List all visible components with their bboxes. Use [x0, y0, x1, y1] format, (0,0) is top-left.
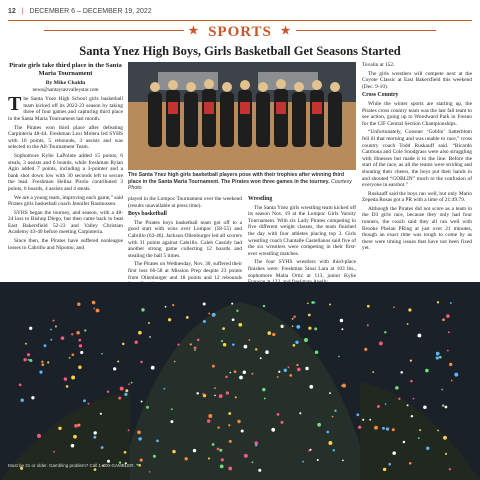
light-bulb	[241, 430, 244, 433]
paragraph: “Unfortunately, Coosner ‘Goblin’ Satterblom fell ill that morning and was unable to race,” cross country coach Todd Ruskauff said. “Ricardo Carmona and Cole Snodgrass were also struggling with illnesses but made it to the line. Before the start of the race, as all the teams were striding and shouting their cheers, the boys put their hands in and shouted “GOBLIN” much to the confusion of everyone in earshot.”	[362, 129, 472, 189]
light-bulb	[171, 408, 173, 410]
light-bulb	[369, 419, 371, 421]
light-bulb	[135, 341, 138, 344]
light-bulb	[212, 365, 215, 368]
light-bulb	[71, 353, 74, 356]
light-bulb	[443, 436, 447, 440]
light-bulb	[277, 413, 280, 416]
light-bulb	[100, 413, 102, 415]
light-bulb	[311, 301, 314, 304]
star-icon: ★	[188, 25, 200, 37]
light-bulb	[113, 367, 116, 370]
light-bulb	[229, 372, 231, 374]
light-bulb	[264, 397, 266, 399]
caption-text: The Santa Ynez high girls basketball players pose with their trophies after winning third place in the Santa Maria Tournament. The Pirates won three games in the tourney.	[128, 172, 345, 185]
light-bulb	[329, 304, 331, 306]
light-bulb	[262, 388, 265, 391]
light-bulb	[315, 351, 319, 355]
light-bulb	[194, 349, 196, 351]
light-bulb	[384, 331, 386, 333]
light-bulb	[332, 416, 334, 418]
paragraph: The Santa Ynez girls wrestling team kicked off its season Nov. 19 at the Lompoc Girls Varsity Tournament. With six Lady Pirates competing in five different weight classes, the team finished the day with four athletes placing top 3. Girls wrestling coach Chantalle Castellanos said five of the six wrestlers were competing in their first-ever wrestling matches.	[248, 204, 356, 257]
light-bulb	[426, 447, 429, 450]
light-bulb	[170, 420, 173, 423]
light-bulb	[122, 343, 125, 346]
light-bulb	[194, 346, 197, 349]
headline: Santa Ynez High Boys, Girls Basketball Get Seasons Started	[79, 44, 401, 58]
light-bulb	[260, 357, 262, 359]
paragraph: The Pirates boys basketball team got off to a good start with wins over Lompoc (58-55) and Cabrillo (63-46). Jackson Ollenburger led all scorers with 31 points against Cabrillo. Caleb Cassidy had another strong game collecting 12 boards and stealing the ball 5 times.	[128, 219, 242, 259]
light-bulb	[124, 393, 127, 396]
light-bulb	[289, 374, 292, 377]
light-bulb	[220, 465, 224, 469]
light-bulb	[342, 384, 346, 388]
light-bulb	[419, 429, 421, 431]
light-bulb	[411, 415, 413, 417]
light-bulb	[307, 302, 309, 304]
light-bulb	[235, 396, 237, 398]
light-bulb	[141, 308, 144, 311]
light-bulb	[392, 451, 396, 455]
light-bulb	[451, 380, 453, 382]
light-bulb	[407, 323, 409, 325]
light-bulb	[229, 440, 232, 443]
light-bulb	[221, 340, 223, 342]
light-bulb	[73, 435, 77, 439]
team-photo	[128, 62, 356, 170]
article-column-1	[8, 62, 123, 253]
light-bulb	[400, 371, 403, 374]
light-bulb	[41, 363, 44, 366]
light-bulb	[263, 305, 265, 307]
paragraph: Tovalin at 152.	[362, 62, 395, 68]
light-bulb	[398, 398, 400, 400]
light-bulb	[223, 343, 226, 346]
light-bulb	[267, 331, 271, 335]
light-bulb	[138, 464, 141, 467]
light-bulb	[308, 450, 310, 452]
light-bulb	[93, 431, 96, 434]
light-bulb	[193, 449, 196, 452]
light-bulb	[140, 459, 143, 462]
light-bulb	[77, 424, 80, 427]
light-bulb	[177, 344, 179, 346]
light-bulb	[228, 412, 231, 415]
light-bulb	[125, 389, 128, 392]
light-bulb	[377, 405, 380, 408]
light-bulb	[297, 368, 301, 372]
light-bulb	[52, 320, 54, 322]
holiday-lights-photo	[0, 282, 480, 480]
light-bulb	[141, 401, 143, 403]
light-bulb	[364, 348, 367, 351]
light-bulb	[445, 453, 447, 455]
photo-credit: Courtesy Photo	[128, 178, 352, 191]
subhead: Pirate girls take third place in the Santa Maria Tournament	[9, 62, 122, 77]
light-bulb	[454, 373, 458, 377]
light-bulb	[244, 345, 248, 349]
light-bulb	[362, 419, 364, 421]
light-bulb	[328, 441, 332, 445]
light-bulb	[131, 382, 133, 384]
light-bulb	[222, 327, 225, 330]
light-bulb	[29, 327, 32, 330]
light-bulb	[221, 458, 224, 461]
light-bulb	[442, 404, 444, 406]
light-bulb	[293, 344, 296, 347]
light-bulb	[308, 314, 311, 317]
light-bulb	[293, 315, 296, 318]
light-bulb	[96, 309, 100, 313]
section-banner	[0, 24, 480, 41]
light-bulb	[386, 427, 389, 430]
light-bulb	[87, 403, 89, 405]
light-bulb	[55, 326, 57, 328]
light-bulb	[408, 308, 411, 311]
light-bulb	[186, 316, 189, 319]
light-bulb	[395, 386, 399, 390]
light-bulb	[392, 428, 395, 431]
light-bulb	[71, 444, 75, 448]
light-bulb	[50, 329, 52, 331]
light-bulb	[445, 406, 448, 409]
light-bulb	[74, 424, 78, 428]
light-bulb	[117, 360, 119, 362]
light-bulb	[439, 356, 442, 359]
light-bulb	[450, 302, 452, 304]
paragraph: Ruskauff said the boys ran well, but only Mario Zepeda Rosas got a PR with a time of 21:49.79.	[362, 190, 472, 204]
light-bulb	[382, 427, 385, 430]
light-bulb	[272, 333, 275, 336]
mini-heading: Boys basketball	[128, 211, 167, 218]
light-bulb	[163, 388, 165, 390]
light-bulb	[214, 387, 216, 389]
light-bulb	[208, 414, 212, 418]
light-bulb	[84, 329, 86, 331]
light-bulb	[423, 406, 427, 410]
light-bulb	[341, 328, 343, 330]
light-bulb	[71, 376, 75, 380]
light-bulb	[243, 371, 247, 375]
light-bulb	[140, 361, 142, 363]
light-bulb	[271, 428, 275, 432]
light-bulb	[447, 350, 449, 352]
paragraph: he Santa Ynez High School girls basketball team kicked off its 2022-23 season by taking three of four games and capturing third place in the Santa Maria Tournament last month.	[8, 96, 123, 122]
light-bulb	[50, 339, 52, 341]
light-bulb	[39, 370, 42, 373]
light-bulb	[234, 370, 237, 373]
light-bulb	[374, 426, 378, 430]
light-bulb	[258, 469, 261, 472]
light-bulb	[53, 451, 55, 453]
light-bulb	[232, 343, 235, 346]
light-bulb	[190, 343, 192, 345]
light-bulb	[280, 325, 283, 328]
light-bulb	[37, 434, 41, 438]
light-bulb	[156, 440, 159, 443]
light-bulb	[284, 369, 287, 372]
light-bulb	[225, 376, 228, 379]
header-rule	[8, 20, 472, 21]
light-bulb	[128, 383, 130, 385]
light-bulb	[93, 436, 96, 439]
disclaimer-strip: Must be 21 or older. Gambling problem? Call 1-800-GAMBLER.	[8, 463, 135, 468]
light-bulb	[228, 467, 232, 471]
light-bulb	[410, 380, 412, 382]
light-bulb	[118, 397, 121, 400]
light-bulb	[202, 393, 204, 395]
light-bulb	[409, 462, 412, 465]
light-bulb	[203, 303, 206, 306]
paragraph: The girls wrestlers will compete next at the Coyote Classic at East Bakersfield this weekend (Dec. 9-10).	[362, 70, 472, 90]
light-bulb	[314, 327, 317, 330]
light-bulb	[120, 387, 124, 391]
light-bulb	[317, 423, 321, 427]
light-bulb	[302, 461, 304, 463]
light-bulb	[69, 357, 71, 359]
light-bulb	[237, 420, 240, 423]
light-bulb	[449, 363, 452, 366]
light-bulb	[212, 313, 216, 317]
author-email[interactable]: news@santaynezvalleystar.com	[32, 86, 99, 93]
light-bulb	[358, 426, 361, 429]
light-bulb	[403, 441, 406, 444]
light-bulb	[393, 306, 395, 308]
light-bulb	[437, 430, 439, 432]
light-bulb	[137, 430, 141, 434]
light-bulb	[153, 455, 156, 458]
light-bulb	[29, 359, 32, 362]
light-bulb	[28, 359, 30, 361]
light-bulb	[372, 371, 374, 373]
light-bulb	[78, 365, 82, 369]
light-bulb	[196, 392, 198, 394]
light-bulb	[149, 336, 151, 338]
light-bulb	[417, 334, 421, 338]
light-bulb	[342, 460, 344, 462]
light-bulb	[296, 325, 300, 329]
light-bulb	[446, 314, 450, 318]
mini-heading: Cross Country	[362, 92, 399, 99]
light-bulb	[208, 458, 210, 460]
light-bulb	[20, 398, 23, 401]
light-bulb	[299, 412, 301, 414]
star-icon: ★	[280, 25, 292, 37]
light-bulb	[295, 341, 298, 344]
light-bulb	[277, 376, 279, 378]
light-bulb	[172, 304, 174, 306]
light-bulb	[138, 331, 142, 335]
light-bulb	[265, 350, 269, 354]
light-bulb	[165, 306, 167, 308]
mini-heading: Wrestling	[248, 196, 273, 202]
light-bulb	[232, 318, 235, 321]
light-bulb	[437, 301, 439, 303]
light-bulb	[146, 406, 149, 409]
light-bulb	[185, 457, 188, 460]
section-title: SPORTS	[208, 24, 272, 40]
light-bulb	[317, 459, 319, 461]
light-bulb	[251, 461, 253, 463]
light-bulb	[61, 336, 65, 340]
light-bulb	[442, 318, 445, 321]
light-bulb	[217, 426, 219, 428]
light-bulb	[219, 449, 222, 452]
issue-dates: DECEMBER 6 – DECEMBER 19, 2022	[29, 8, 152, 15]
light-bulb	[231, 303, 233, 305]
light-bulb	[388, 463, 391, 466]
light-bulb	[78, 339, 81, 342]
light-bulb	[174, 361, 176, 363]
light-bulb	[413, 398, 415, 400]
light-bulb	[128, 429, 130, 431]
light-bulb	[71, 333, 73, 335]
light-bulb	[436, 352, 440, 356]
light-bulb	[288, 366, 290, 368]
light-bulb	[138, 437, 142, 441]
light-bulb	[383, 468, 386, 471]
light-bulb	[107, 391, 109, 393]
light-bulb	[47, 361, 49, 363]
light-bulb	[367, 324, 369, 326]
light-bulb	[172, 450, 175, 453]
light-bulb	[244, 454, 248, 458]
light-bulb	[292, 318, 294, 320]
light-bulb	[212, 443, 215, 446]
light-bulb	[44, 344, 47, 347]
light-bulb	[367, 305, 370, 308]
light-bulb	[27, 353, 30, 356]
light-bulb	[101, 446, 104, 449]
light-bulb	[278, 371, 280, 373]
light-bulb	[66, 385, 69, 388]
light-bulb	[441, 389, 443, 391]
light-bulb	[308, 327, 311, 330]
light-bulb	[217, 448, 220, 451]
light-bulb	[124, 451, 127, 454]
light-bulb	[226, 391, 229, 394]
light-bulb	[149, 471, 151, 473]
light-bulb	[239, 376, 243, 380]
light-bulb	[19, 383, 22, 386]
light-bulb	[214, 395, 216, 397]
light-bulb	[436, 356, 439, 359]
light-bulb	[407, 404, 409, 406]
light-bulb	[92, 301, 96, 305]
light-bulb	[23, 358, 26, 361]
light-bulb	[425, 369, 429, 373]
light-bulb	[296, 364, 298, 366]
paragraph: SYHS began the tourney, and season, with a 48-24 loss to Bishop Diego, but then came back to beat East Bakersfield 52-23 and Valley Christian Academy 43-40 before meeting Carpinteria.	[8, 209, 123, 236]
paragraph: Sophomore Kylie LaPointe added 15 points, 6 steals, 3 assists and 6 boards, while freshman Rylan Agin added 7 points, including a 3-pointer and a bank shot down low with 30 seconds left to secure the lead. Freshman Helina Pirolo contributed 3 points, 6 boards, 4 assists and 4 steals.	[8, 152, 123, 192]
light-bulb	[58, 427, 61, 430]
paragraph: While the winter sports are starting up, the Pirates cross country team was the last fall team to see action, going up to Woodward Park in Fresno for the CIF Central Section Championships.	[362, 100, 472, 127]
page-number: 12	[8, 8, 16, 15]
light-bulb	[340, 319, 343, 322]
light-bulb	[449, 468, 451, 470]
photo-caption	[128, 172, 356, 192]
light-bulb	[304, 338, 308, 342]
light-bulb	[76, 331, 80, 335]
light-bulb	[31, 396, 34, 399]
light-bulb	[203, 320, 206, 323]
light-bulb	[208, 312, 210, 314]
paragraph: The Pirates on Wednesday, Nov. 30, suffered their first loss 66-58 at Mission Prep despite 23 points from Ollenburger and 18 points and 12 rebounds	[128, 261, 242, 281]
light-bulb	[137, 464, 139, 466]
light-bulb	[83, 399, 86, 402]
drop-cap: T	[8, 93, 22, 116]
light-bulb	[207, 419, 210, 422]
light-bulb	[326, 431, 329, 434]
light-bulb	[418, 437, 420, 439]
byline: By Mike Chaldu	[45, 80, 86, 86]
light-bulb	[333, 449, 335, 451]
paragraph: Since then, the Pirates have suffered nonleague losses to Cabrillo and Nipomo, and	[8, 238, 123, 251]
light-bulb	[280, 421, 283, 424]
light-bulb	[93, 308, 95, 310]
light-bulb	[305, 367, 308, 370]
light-bulb	[77, 303, 80, 306]
paragraph: The Pirates won third place after defeating Carpinteria 48-44. Freshman Lexi Molera led SYHS with 16 points, 5 rebounds, 3 assists and was selected to the All-Tournament Team.	[8, 124, 123, 151]
article-column-3	[248, 196, 356, 288]
light-bulb	[356, 413, 359, 416]
paragraph: Although the Pirates did not score as a team in the D3 girls race, because they only had four runners, the coach said they all ran well with Brooke Phelan PRing at just over 21 minutes, though an exact time was tough to come by as there were timing issues that have not been fixed yet.	[362, 205, 472, 252]
light-bulb	[309, 385, 313, 389]
light-bulb	[334, 410, 336, 412]
light-bulb	[379, 341, 383, 345]
light-bulb	[248, 339, 250, 341]
light-bulb	[338, 356, 340, 358]
paragraph: We are a young team, improving each game,” said Pirates girls basketball coach Jennifer Rasmussen.	[8, 194, 123, 208]
page-header: 12 | DECEMBER 6 – DECEMBER 19, 2022	[8, 8, 152, 15]
paragraph: played in the Lompoc Tournament over the weekend (results unavailable at press time).	[128, 196, 242, 209]
light-bulb	[101, 353, 103, 355]
light-bulb	[197, 339, 200, 342]
light-bulb	[255, 348, 257, 350]
light-bulb	[255, 444, 257, 446]
light-bulb	[292, 325, 294, 327]
light-bulb	[64, 377, 67, 380]
paragraph: The four SYHS wrestlers with third-place finishes were: Freshman Sinai Lara at 103 lbs., sophomore Malia Ortiz at 113, junior Kylie	[248, 259, 356, 279]
light-bulb	[238, 323, 242, 327]
light-bulb	[410, 360, 412, 362]
light-bulb	[251, 373, 253, 375]
light-bulb	[94, 468, 97, 471]
article-column-2	[128, 196, 242, 290]
light-bulb	[168, 318, 171, 321]
light-bulb	[228, 424, 230, 426]
light-bulb	[25, 343, 27, 345]
light-bulb	[329, 392, 331, 394]
light-bulb	[80, 351, 83, 354]
light-bulb	[151, 366, 155, 370]
light-bulb	[79, 344, 82, 347]
light-bulb	[219, 394, 223, 398]
light-bulb	[148, 322, 150, 324]
light-bulb	[448, 331, 450, 333]
light-bulb	[236, 310, 238, 312]
article-column-4	[362, 62, 472, 254]
light-bulb	[41, 361, 43, 363]
light-bulb	[385, 403, 387, 405]
